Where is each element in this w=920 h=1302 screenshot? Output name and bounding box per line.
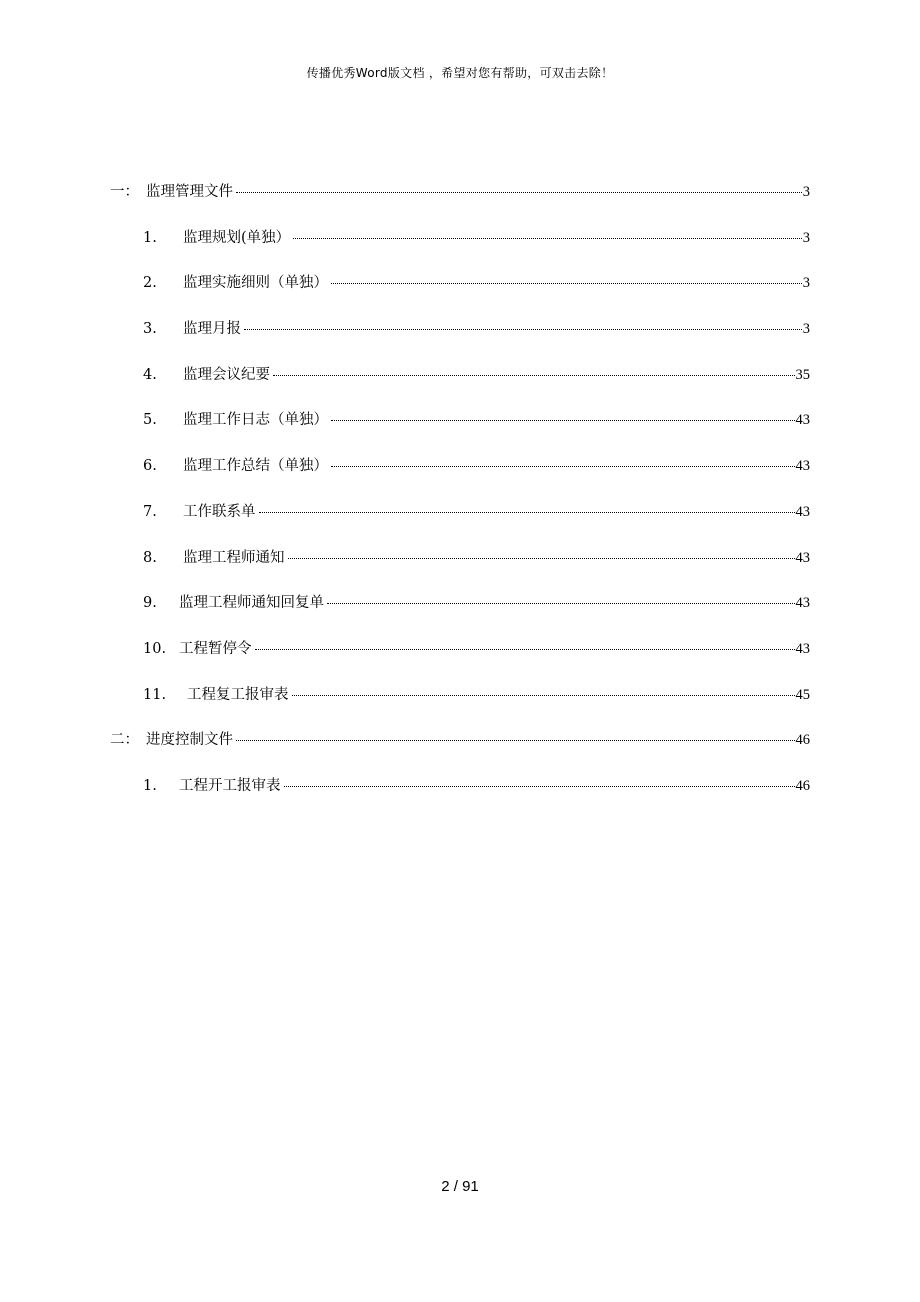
toc-entry-number: 二： xyxy=(110,732,139,749)
toc-entry[interactable] xyxy=(110,500,810,546)
toc-entry-number: 1. xyxy=(143,229,157,246)
toc-entry-number: 11. xyxy=(143,686,167,703)
toc-dot-leader xyxy=(331,283,802,284)
toc-entry-title: 监理工作日志（单独） xyxy=(183,412,328,429)
toc-dot-leader xyxy=(244,329,802,330)
toc-entry-title: 监理会议纪要 xyxy=(183,366,270,383)
toc-dot-leader xyxy=(292,695,795,696)
toc-entry-page: 35 xyxy=(795,366,810,383)
toc-dot-leader xyxy=(236,740,795,741)
toc-dot-leader xyxy=(284,786,795,787)
toc-entry-page: 3 xyxy=(802,321,810,338)
toc-entry-number: 1. xyxy=(143,777,157,794)
toc-entry[interactable] xyxy=(110,271,810,317)
toc-dot-leader xyxy=(331,420,795,421)
toc-entry-title: 工作联系单 xyxy=(183,503,256,520)
toc-entry-title: 监理月报 xyxy=(183,321,241,338)
toc-entry[interactable] xyxy=(110,454,810,500)
toc-dot-leader xyxy=(255,649,795,650)
toc-dot-leader xyxy=(259,512,795,513)
table-of-contents xyxy=(110,180,810,820)
toc-entry-page: 43 xyxy=(795,549,810,566)
toc-entry-number: 3. xyxy=(143,321,157,338)
toc-entry-title: 工程开工报审表 xyxy=(179,777,281,794)
toc-entry-title: 进度控制文件 xyxy=(146,732,233,749)
toc-entry-page: 46 xyxy=(795,777,810,794)
toc-entry[interactable] xyxy=(110,226,810,272)
toc-dot-leader xyxy=(236,192,802,193)
toc-entry[interactable] xyxy=(110,408,810,454)
toc-entry-number: 5. xyxy=(143,412,157,429)
toc-dot-leader xyxy=(273,375,795,376)
toc-entry-title: 监理管理文件 xyxy=(146,184,233,200)
toc-entry-number: 8. xyxy=(143,549,157,566)
toc-entry-number: 7. xyxy=(143,503,157,520)
toc-entry-page: 43 xyxy=(795,503,810,520)
header-note: 传播优秀Word版文档 ，希望对您有帮助，可双击去除！ xyxy=(306,66,614,80)
toc-entry-number: 2. xyxy=(143,275,157,292)
toc-dot-leader xyxy=(331,466,795,467)
toc-entry-title: 工程复工报审表 xyxy=(187,686,289,703)
toc-entry-title: 监理工程师通知 xyxy=(183,549,285,566)
toc-entry-title: 工程暂停令 xyxy=(179,640,252,657)
toc-entry-page: 3 xyxy=(802,275,810,292)
page-indicator: 2 / 91 xyxy=(441,1178,479,1195)
toc-entry-number: 9. xyxy=(143,595,157,612)
toc-dot-leader xyxy=(293,238,802,239)
toc-entry-title: 监理规划(单独） xyxy=(183,229,291,246)
toc-entry[interactable] xyxy=(110,683,810,729)
toc-entry[interactable] xyxy=(110,728,810,774)
toc-entry[interactable] xyxy=(110,363,810,409)
toc-entry-page: 3 xyxy=(802,229,810,246)
toc-entry-title: 监理工程师通知回复单 xyxy=(179,595,324,612)
toc-entry-page: 43 xyxy=(795,640,810,657)
toc-entry-page: 43 xyxy=(795,595,810,612)
toc-entry-page: 43 xyxy=(795,458,810,475)
toc-entry-page: 45 xyxy=(795,686,810,703)
toc-entry[interactable] xyxy=(110,180,810,226)
toc-entry-title: 监理工作总结（单独） xyxy=(183,458,328,475)
toc-entry-number: 10. xyxy=(143,640,167,657)
toc-entry-page: 43 xyxy=(795,412,810,429)
toc-entry-title: 监理实施细则（单独） xyxy=(183,275,328,292)
toc-dot-leader xyxy=(288,558,795,559)
toc-entry-number: 一： xyxy=(110,184,139,200)
toc-entry[interactable] xyxy=(110,591,810,637)
toc-entry[interactable] xyxy=(110,317,810,363)
toc-entry[interactable] xyxy=(110,774,810,820)
toc-entry-number: 6. xyxy=(143,458,157,475)
toc-dot-leader xyxy=(327,603,795,604)
toc-entry[interactable] xyxy=(110,546,810,592)
toc-entry-page: 46 xyxy=(795,732,810,749)
toc-entry-number: 4. xyxy=(143,366,157,383)
toc-entry-page: 3 xyxy=(802,184,810,200)
toc-entry[interactable] xyxy=(110,637,810,683)
